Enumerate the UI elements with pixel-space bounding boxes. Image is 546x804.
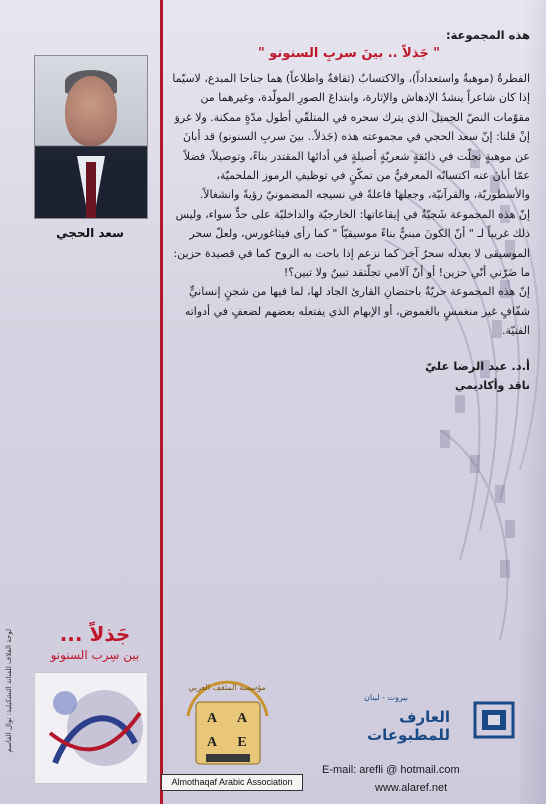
critic-role: ناقد وأكاديمي [454,378,530,392]
small-book-title: جَذلاً ... [59,622,131,646]
publisher-location: بيروت - لبنان [364,693,408,702]
association-letter: A [206,711,218,726]
front-cover-thumbnail [34,672,148,784]
publisher-name: العارف للمطبوعات [367,708,450,744]
critic-name: أ.د. عبد الرضا عليّ [425,358,530,373]
author-name: سعد الحجي [56,226,124,240]
blurb-intro: هذه المجموعة: [445,28,530,42]
blurb-title: " جَذلاً .. بينَ سربِ السنونو " [257,46,440,61]
association-label: Almothaqaf Arabic Association [161,774,303,791]
association-arabic-name: مؤسسة المثقف العربي [188,683,266,692]
blurb-paragraph: إنّ هذه المجموعة شَجيّةٌ في إيقاعاتها: الخارجيّة والداخليّة على حدٍّ سواء، وليس ذلك غريباً لـ " أنّ الكونَ مبنيٌّ بناءً موسيقيّاً " كما رأى فيثاغورس، ولعلّ سحر الموسيقى لا يعدله سحرٌ آخر كما نزعم إذا باحت به الروح كما في قصيدة حزين: ما ضَرّني أنّي حزين! أو أنّ آلامي تجلّتقد تبينُ ولا تبين؟! [173,207,530,280]
blurb-paragraph: إنّ هذه المجموعة حريّةٌ باحتضانِ القارئ الجاد لها، لما فيها من شجنٍ إنسانيٍّ شفّافٍ غير منغمسٍ بالغموض، أو الإبهام الذي يفتعله بعضهم لضعفٍ في أدواته الفنيّة. [184,285,530,338]
cover-artist-credit: لوحة الغلاف للفنانة التشكيلية: نوال القاسم [5,629,13,753]
publisher-email: E-mail: arefli @ hotmail.com [322,764,460,776]
small-book-subtitle: بين سِرب السنونو [50,648,140,662]
association-letter: A [206,735,218,750]
association-letter: E [237,735,247,750]
divider-line [160,0,163,804]
association-logo [180,676,275,781]
left-column [0,0,160,804]
blurb-text [168,28,530,392]
blurb-paragraph: الفطرةُ (موهبةٌ واستعداداً)، والاكتسابُ (ثقافةٌ واطلاعاً) هما جناحا المبدع، لاسيّما إذا كان شاعراً ينشدُ الإدهاش والإثارة، وابتداعَ الصورِ المولّدة، وغيرهما من مقوّمات النصّ الجميل الذي يترك سحره في المتلقّي أطول مدّةٍ ممكنة. ولا غروَ إنْ قلنا: إنّ سعد الحجي في مجموعته هذه (جَذلاً.. بينَ سربِ السنونو) قد أبانَ عن موهبةٍ تجلّت في ذائقةٍ شعريّةٍ أصيلةٍ في أدائها المقتدر بناءً، وتوصيلاً، فضلاً عمّا أبانَ عنه اكتسابُه المعرفيُّ من تمكّنٍ في توظيفِ الرموز الملحميّة، والأسطوريّة، والقرآنيّة، وجعلها فاعلةً في نسيجه المضمونيّ رؤيةً وانشغالاً. [172,72,530,202]
association-letter: A [236,711,248,726]
publisher-website: www.alaref.net [375,782,448,794]
author-photo [34,55,148,219]
